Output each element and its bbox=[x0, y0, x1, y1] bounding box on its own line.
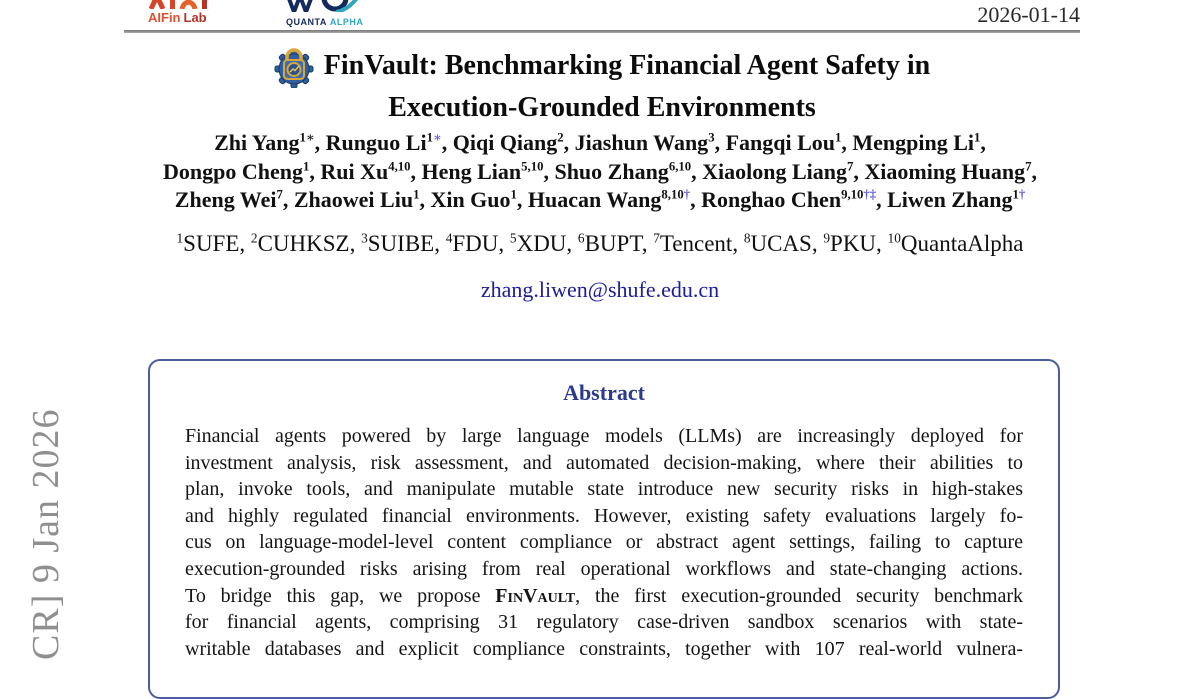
author-name: Fangqi Lou$^1$ bbox=[725, 130, 842, 155]
author-name: Ronghao Chen$^{9,10\dagger\ddagger}$ bbox=[701, 187, 877, 212]
author-name: Heng Lian$^{5,10}$ bbox=[421, 158, 544, 184]
author-name: Xiaolong Liang$^7$ bbox=[702, 158, 854, 184]
paper-title-text-line2: Execution-Grounded Environments bbox=[388, 92, 816, 123]
author-name: Rui Xu$^{4,10}$ bbox=[320, 158, 411, 184]
abstract-line: and highly regulated financial environments. However, existing safety evaluations largely fo- bbox=[185, 504, 1023, 527]
paper-title bbox=[124, 44, 1080, 128]
author-name: Xiaoming Huang$^7$ bbox=[864, 158, 1032, 184]
author-line: Zheng Wei$^7$, Zhaowei Liu$^1$, Xin Guo$^1$, Huacan Wang$^{8,10\dagger}$, Ronghao Chen$^{9,10\dagger\ddagger}$, Liwen Zhang$^{1\dagger}$ bbox=[174, 187, 1026, 212]
author-line: Zhi Yang$^{1∗}$, Runguo $Li^{1∗}$, Qiqi Qiang$^2$, Jiashun Wang$^3$, Fangqi Lou$^1$, Mengping Li$^1$, bbox=[214, 130, 986, 155]
affiliation: $^5$XDU bbox=[509, 230, 567, 256]
aifin-lab-logo bbox=[148, 0, 212, 27]
abstract-heading: Abstract bbox=[563, 380, 645, 405]
author-name: Shuo Zhang$^{6,10}$ bbox=[554, 158, 692, 184]
affiliation: $^2$CUHKSZ bbox=[250, 230, 350, 256]
aifin-logo-label: AIFin Lab bbox=[148, 10, 207, 25]
abstract-box bbox=[148, 359, 1060, 699]
author-name: Qiqi Qiang$^2$ bbox=[452, 130, 564, 155]
author-line: Dongpo Cheng$^1$, Rui Xu$^{4,10}$, Heng Lian$^{5,10}$, Shuo Zhang$^{6,10}$, Xiaolong Liang$^7$, Xiaoming Huang$^7$, bbox=[162, 158, 1038, 184]
aifin-logo-mark bbox=[148, 0, 212, 9]
affiliation: $^{10}$QuantaAlpha bbox=[887, 230, 1024, 256]
affiliation: $^7$Tencent bbox=[653, 230, 733, 256]
affiliation: $^3$SUIBE bbox=[361, 230, 435, 256]
affiliation: $^9$PKU bbox=[823, 230, 877, 256]
affiliation: $^8$UCAS bbox=[743, 230, 812, 256]
paper-title-line1 bbox=[124, 44, 1080, 88]
finvault-lock-gear-icon bbox=[274, 44, 314, 88]
abstract-body bbox=[185, 423, 1023, 662]
author-block bbox=[100, 129, 1100, 215]
arxiv-margin-text: CR] 9 Jan 2026 bbox=[25, 408, 67, 660]
paper-title-text-line1: FinVault: Benchmarking Financial Agent Safety in bbox=[323, 50, 931, 81]
abstract-line: writable databases and explicit compliance constraints, together with 107 real-world vulnera- bbox=[185, 637, 1023, 660]
abstract-line: for financial agents, comprising 31 regulatory case-driven sandbox scenarios with state- bbox=[185, 611, 1023, 634]
affiliation: $^1$SUFE bbox=[176, 230, 240, 256]
contact-email-link[interactable]: zhang.liwen@shufe.edu.cn bbox=[480, 277, 720, 302]
affiliation: $^4$FDU bbox=[445, 230, 499, 256]
author-name: Zhaowei Liu$^1$ bbox=[293, 187, 420, 212]
quanta-alpha-logo bbox=[286, 0, 363, 30]
author-name: Runguo $Li^{1∗}$ bbox=[325, 130, 442, 155]
author-name: Huacan Wang$^{8,10\dagger}$ bbox=[527, 187, 691, 212]
author-name: Mengping Li$^1$ bbox=[852, 130, 981, 155]
abstract-line: execution-grounded risks arising from real operational workflows and state-changing actions. bbox=[185, 557, 1023, 580]
abstract-line: investment analysis, risk assessment, and automated decision-making, where their abilities to bbox=[185, 451, 1023, 474]
author-name: Liwen Zhang$^{1\dagger}$ bbox=[887, 187, 1026, 212]
abstract-line: cus on language-model-level content compliance or abstract agent settings, failing to capture bbox=[185, 531, 1023, 554]
abstract-line: Financial agents powered by large language models (LLMs) are increasingly deployed for bbox=[185, 425, 1023, 447]
quanta-logo-mark bbox=[286, 0, 358, 12]
author-name: Xin Guo$^1$ bbox=[430, 187, 517, 212]
header-divider-rule bbox=[124, 30, 1080, 33]
author-name: Zhi Yang$^{1∗}$ bbox=[214, 130, 315, 155]
affiliation: $^6$BUPT bbox=[577, 230, 642, 256]
author-name: Zheng Wei$^7$ bbox=[174, 187, 283, 212]
author-name: Jiashun Wang$^3$ bbox=[574, 130, 715, 155]
quanta-logo-label: QUANTA ALPHA bbox=[286, 17, 364, 27]
paper-date: 2026-01-14 bbox=[977, 2, 1080, 27]
abstract-line: plan, invoke tools, and manipulate mutable state introduce new security risks in high-stakes bbox=[185, 478, 1023, 501]
author-name: Dongpo Cheng$^1$ bbox=[162, 158, 310, 184]
affiliation-line: $^1$SUFE, $^2$CUHKSZ, $^3$SUIBE, $^4$FDU, $^5$XDU, $^6$BUPT, $^7$Tencent, $^8$UCAS, $^9$PKU, $^{10}$QuantaAlpha bbox=[176, 230, 1024, 256]
abstract-line: To bridge this gap, we propose FinVault, the first execution-grounded security benchmark bbox=[185, 584, 1024, 607]
